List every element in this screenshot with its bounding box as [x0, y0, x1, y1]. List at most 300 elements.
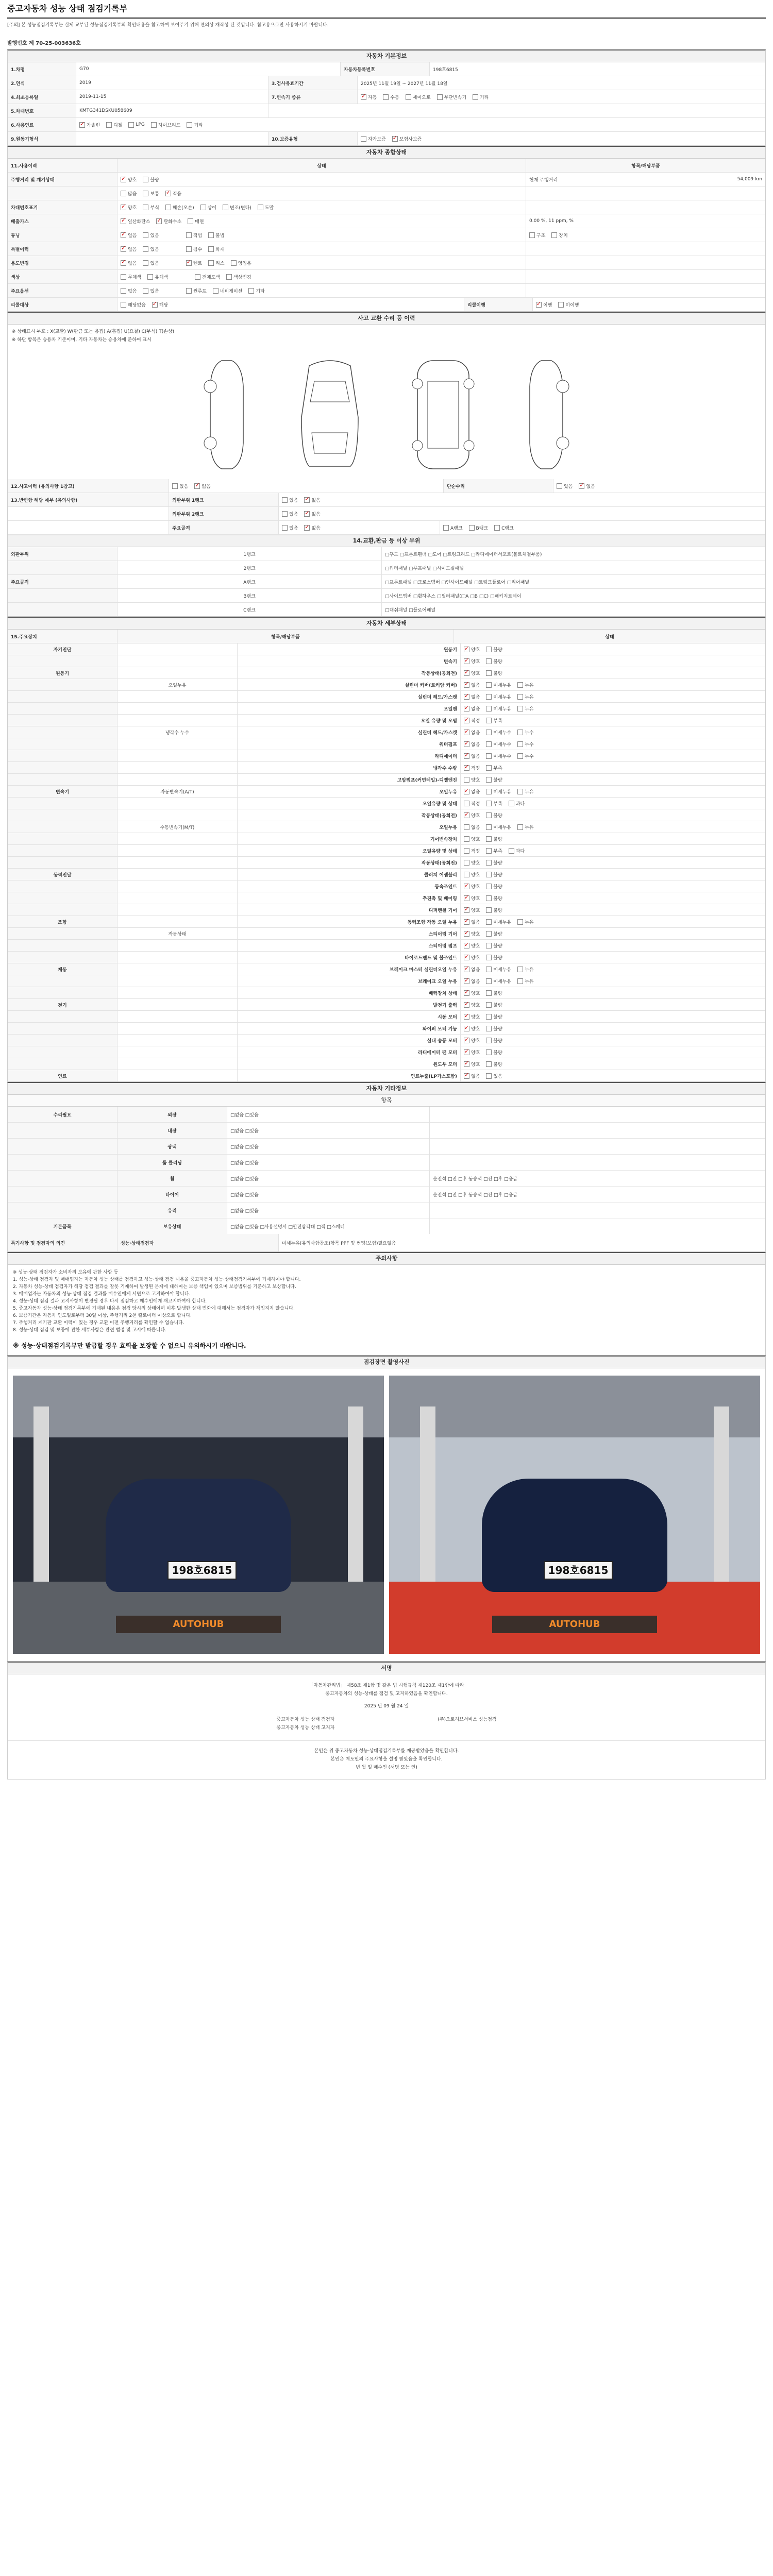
detail-option-label: 양호 [471, 1003, 480, 1008]
note-line: 4. 성능·상태 점검 결과 고지사항이 변경될 경우 다시 점검하고 매수인에게 재고지하여야 합니다. [13, 1299, 207, 1304]
checkbox-icon [143, 260, 148, 266]
other-options: □없음 □있음 [227, 1187, 430, 1202]
detail-option-label: 없음 [471, 979, 480, 985]
general-sub-option-label: 전체도색 [202, 275, 220, 280]
detail-row [8, 762, 765, 774]
detail-row [8, 1035, 765, 1046]
detail-item: 오일누유 [238, 821, 461, 833]
checkbox-icon [200, 205, 206, 210]
detail-option-label: 미세누유 [493, 920, 512, 925]
sign-heading: 서명 [8, 1663, 765, 1674]
car-no-label: 자동차등록번호 [341, 62, 430, 76]
detail-option [464, 658, 480, 665]
detail-option [464, 729, 480, 736]
checkbox-icon [464, 836, 469, 842]
detail-option [517, 741, 533, 748]
checkbox-icon [464, 1038, 469, 1043]
detail-option [486, 871, 502, 878]
record-number: 발행번호 제 70-25-003636호 [7, 41, 81, 46]
opinion-text: 미세누유(유의사항참조)항목 PPF 및 썬팅(보험)필요없음 [282, 1241, 396, 1246]
checkbox-icon [151, 122, 157, 128]
frame-label: 13.반변항 해당 예부 (유의사항) [8, 493, 169, 506]
detail-item: 작동상태(공회전) [238, 857, 461, 868]
fuel-options [76, 118, 765, 131]
checkbox-icon [361, 136, 366, 142]
detail-option [486, 1013, 502, 1020]
outer1-options [279, 493, 765, 506]
detail-option [486, 954, 502, 961]
car-diagram [8, 350, 765, 479]
detail-row [8, 821, 765, 833]
damage-heading: 사고 교환 수리 등 이력 [8, 313, 765, 325]
checkbox-icon [486, 658, 492, 664]
other-options: □없음 □있음 [227, 1107, 430, 1122]
detail-row [8, 1046, 765, 1058]
detail-state [461, 1035, 765, 1046]
detail-option-label: 누유 [525, 967, 534, 973]
first-reg-value: 2019-11-15 [76, 90, 268, 104]
general-col-state: 상태 [117, 159, 526, 172]
general-sub-option-label: 색상변경 [233, 275, 251, 280]
other-options: □없음 □있음 [227, 1171, 430, 1186]
detail-row [8, 987, 765, 999]
detail-subgroup [117, 798, 238, 809]
general-sub-option [208, 260, 224, 266]
basic-info-heading: 자동차 기본정보 [8, 50, 765, 62]
detail-option-label: 양호 [471, 908, 480, 913]
checkbox-icon [486, 718, 492, 723]
detail-option [517, 693, 533, 700]
detail-item: 타이로드엔드 및 볼조인트 [238, 952, 461, 963]
checkbox-icon [464, 848, 469, 854]
detail-option [517, 753, 533, 759]
general-sub-option [231, 260, 251, 266]
detail-option [486, 800, 502, 807]
inspector-label: 중고자동차 성능·상태 점검자 [276, 1717, 335, 1722]
detail-row [8, 691, 765, 703]
detail-row [8, 738, 765, 750]
detail-option-label: 부족 [493, 718, 502, 724]
detail-heading: 자동차 세부상태 [8, 618, 765, 630]
detail-option-label: 미세누유 [493, 683, 512, 688]
accident-options-option-label: 있음 [179, 484, 189, 489]
checkbox-icon [213, 288, 219, 294]
checkbox-icon [486, 1038, 492, 1043]
other-item: 타이어 [117, 1187, 227, 1202]
checkbox-icon [464, 824, 469, 830]
general-option-label: 불량 [150, 177, 159, 183]
detail-state [461, 904, 765, 916]
detail-option [509, 848, 525, 854]
detail-option-label: 적정 [471, 849, 480, 854]
general-option-label: 있음 [150, 261, 159, 266]
general-row-note: 0.00 %, 11 ppm, % [529, 218, 574, 224]
general-option-label: 있음 [150, 247, 159, 252]
general-row-label: 특별이력 [8, 242, 117, 256]
detail-option [464, 1073, 480, 1079]
detail-subgroup [117, 1058, 238, 1070]
detail-subgroup [117, 952, 238, 963]
checkbox-icon [304, 525, 310, 531]
other-extra [430, 1155, 765, 1170]
warranty-options-option-label: 자가보증 [368, 137, 386, 142]
detail-option [464, 942, 480, 949]
general-sub2-option [536, 301, 552, 308]
detail-option [486, 942, 502, 949]
detail-option-label: 없음 [471, 694, 480, 700]
main-frame-rank-options-option [443, 524, 463, 531]
detail-state [461, 667, 765, 679]
checkbox-icon [464, 931, 469, 937]
other-row [8, 1187, 765, 1202]
detail-option [464, 1002, 480, 1008]
fuel-options-option-label: 하이브리드 [158, 123, 181, 128]
general-option-label: 없음 [128, 261, 137, 266]
detail-group: 연료 [8, 1070, 117, 1081]
checkbox-icon [165, 191, 171, 196]
outer2-options-option [304, 511, 320, 517]
detail-row [8, 667, 765, 679]
general-option [121, 218, 150, 225]
detail-option [464, 836, 480, 842]
main-frame-rank-options-option-label: A랭크 [450, 526, 463, 531]
checkbox-icon [156, 218, 162, 224]
checkbox-icon [464, 730, 469, 735]
checkbox-icon [469, 525, 475, 531]
other-item: 외장 [117, 1107, 227, 1122]
checkbox-icon [392, 136, 398, 142]
checkbox-icon [486, 848, 492, 854]
detail-group [8, 691, 117, 702]
detail-option-label: 없음 [471, 825, 480, 831]
detail-option [464, 670, 480, 676]
detail-option-label: 불량 [493, 991, 502, 996]
checkbox-icon [486, 1014, 492, 1020]
detail-option-label: 없음 [471, 754, 480, 759]
detail-subgroup [117, 655, 238, 667]
general-row [8, 256, 765, 270]
detail-option-label: 양호 [471, 872, 480, 878]
general-option [143, 232, 159, 239]
general-sub2-option [551, 232, 567, 239]
checkbox-icon [486, 907, 492, 913]
fuel-options-option [187, 122, 203, 128]
detail-group: 조향 [8, 916, 117, 927]
other-item: 보유상태 [117, 1218, 227, 1234]
detail-option [517, 705, 533, 712]
detail-item: 발전기 출력 [238, 999, 461, 1010]
other-extra: 운전석 □전 □후 동승석 □전 □후 □응급 [433, 1192, 518, 1198]
general-row-label: 리콜대상 [8, 298, 117, 311]
checkbox-icon [195, 274, 200, 280]
checkbox-icon [464, 895, 469, 901]
checkbox-icon [529, 232, 535, 238]
detail-item: 연료누출(LP가스포함) [238, 1070, 461, 1081]
detail-row [8, 715, 765, 726]
detail-subgroup [117, 916, 238, 927]
checkbox-icon [143, 288, 148, 294]
detail-subgroup [117, 1035, 238, 1046]
inspection-photo-front [13, 1376, 384, 1654]
checkbox-icon [486, 978, 492, 984]
checkbox-icon [304, 497, 310, 503]
general-option-label: 양호 [128, 205, 137, 211]
general-option [121, 301, 146, 308]
detail-subgroup [117, 703, 238, 714]
car-no-value: 198호6815 [433, 67, 458, 73]
detail-option-label: 양호 [471, 647, 480, 653]
detail-group [8, 821, 117, 833]
detail-option-label: 양호 [471, 860, 480, 866]
detail-option-label: 불량 [493, 837, 502, 842]
general-sub-option-label: 썬루프 [193, 289, 207, 294]
checkbox-icon [121, 288, 126, 294]
general-row-label: 튜닝 [8, 228, 117, 242]
detail-option-label: 불량 [493, 1014, 502, 1020]
general-row [8, 270, 765, 284]
general-row-label: 차대번호표기 [8, 200, 117, 214]
accident-options-option [172, 483, 188, 489]
detail-row [8, 703, 765, 715]
checkbox-icon [464, 812, 469, 818]
checkbox-icon [517, 967, 523, 972]
other-options: □없음 □있음 [227, 1139, 430, 1154]
detail-item: 오일 유량 및 오염 [238, 715, 461, 726]
detail-option-label: 양호 [471, 991, 480, 996]
detail-option-label: 양호 [471, 1038, 480, 1044]
general-option-label: 있음 [150, 289, 159, 294]
general-option-label: 없음 [128, 289, 137, 294]
detail-subgroup [117, 975, 238, 987]
detail-option-label: 양호 [471, 813, 480, 819]
general-row-state [117, 298, 464, 311]
detail-group [8, 904, 117, 916]
general-sub-option [226, 274, 251, 280]
detail-group [8, 715, 117, 726]
detail-option-label: 미세누유 [493, 694, 512, 700]
general-option [121, 260, 137, 266]
general-rows [8, 173, 765, 311]
parts-group: 외판부위 [8, 547, 117, 561]
detail-option-label: 누유 [525, 706, 534, 712]
sign-section [7, 1662, 766, 1780]
checkbox-icon [486, 919, 492, 925]
simple-repair-options-option-label: 있음 [564, 484, 573, 489]
general-row-state [117, 200, 526, 214]
checkbox-icon [223, 205, 228, 210]
car-name-label: 1.차명 [8, 62, 76, 76]
detail-option-label: 누수 [525, 754, 534, 759]
checkbox-icon [464, 801, 469, 806]
checkbox-icon [464, 682, 469, 688]
detail-state [461, 774, 765, 785]
detail-subgroup [117, 667, 238, 679]
checkbox-icon [486, 872, 492, 877]
detail-group: 자기진단 [8, 643, 117, 655]
general-option [143, 176, 159, 183]
detail-option [464, 848, 480, 854]
checkbox-icon [486, 824, 492, 830]
checkbox-icon [486, 765, 492, 771]
simple-repair-options [553, 479, 765, 493]
checkbox-icon [486, 990, 492, 996]
checkbox-icon [486, 1061, 492, 1067]
detail-item: 브레이크 오일 누유 [238, 975, 461, 987]
general-sub2-option-label: 구조 [536, 233, 546, 239]
detail-row [8, 845, 765, 857]
detail-group [8, 798, 117, 809]
detail-option [486, 883, 502, 890]
checkbox-icon [517, 978, 523, 984]
checkbox-icon [464, 955, 469, 960]
detail-item: 워터펌프 [238, 738, 461, 750]
checkbox-icon [282, 511, 288, 517]
mileage-value: 54,009 km [737, 177, 762, 182]
detail-group [8, 762, 117, 773]
fuel-label: 6.사용연료 [8, 118, 76, 131]
detail-subgroup [117, 1023, 238, 1034]
general-option [121, 287, 137, 294]
detail-group [8, 703, 117, 714]
detail-option-label: 양호 [471, 884, 480, 890]
other-info-section [7, 1082, 766, 1252]
note-line: 1. 성능·상태 점검자 및 매매업자는 자동차 성능·상태를 점검하고 성능·상태 점검 내용을 중고자동차 성능·상태점검기록부에 기재하여야 합니다. [13, 1277, 301, 1282]
transmission-options-option-label: 기타 [480, 95, 489, 100]
detail-option [486, 788, 511, 795]
detail-option [464, 1061, 480, 1067]
detail-option-label: 누유 [525, 979, 534, 985]
detail-option-label: 불량 [493, 647, 502, 653]
general-row [8, 187, 765, 200]
general-option-label: 있음 [150, 233, 159, 239]
detail-option [464, 765, 480, 771]
detail-subgroup [117, 762, 238, 773]
detail-option-label: 양호 [471, 931, 480, 937]
basic-info-section [7, 49, 766, 146]
parts-items: □사이드멤버 □휠하우스 □필러패널(□A □B □C) □패키지트레이 [385, 594, 522, 599]
checkbox-icon [464, 1002, 469, 1008]
detail-option [464, 1037, 480, 1044]
checkbox-icon [258, 205, 263, 210]
engine-label: 9.원동기형식 [8, 132, 76, 145]
detail-row [8, 1058, 765, 1070]
detail-option-label: 불량 [493, 777, 502, 783]
detail-option [464, 682, 480, 688]
transmission-label: 7.변속기 종류 [268, 90, 358, 104]
general-option [258, 204, 274, 211]
checkbox-icon [208, 246, 214, 252]
general-option [143, 204, 159, 211]
checkbox-icon [464, 1061, 469, 1067]
car-side-left-icon [201, 355, 253, 474]
parts-group [8, 561, 117, 574]
checkbox-icon [121, 232, 126, 238]
detail-option-label: 누유 [525, 789, 534, 795]
car-front-icon [294, 355, 366, 474]
fuel-options-option [151, 122, 180, 128]
checkbox-icon [186, 232, 192, 238]
detail-state [461, 786, 765, 797]
other-extra [430, 1123, 765, 1138]
detail-state [461, 975, 765, 987]
detail-option [464, 753, 480, 759]
general-row-state [117, 173, 526, 186]
checkbox-icon [121, 205, 126, 210]
detail-state [461, 762, 765, 773]
detail-subgroup [117, 1070, 238, 1081]
transmission-options-option-label: 자동 [368, 95, 377, 100]
detail-option [517, 966, 533, 973]
detail-state [461, 1046, 765, 1058]
detail-subgroup [117, 904, 238, 916]
checkbox-icon [443, 525, 449, 531]
checkbox-icon [473, 94, 478, 100]
car-side-right-icon [520, 355, 572, 474]
main-frame-label: 주요골격 [169, 521, 279, 534]
detail-group [8, 774, 117, 785]
outer1-options-option-label: 없음 [311, 498, 321, 503]
detail-group [8, 928, 117, 939]
checkbox-icon [486, 789, 492, 794]
general-option [188, 218, 204, 225]
checkbox-icon [143, 246, 148, 252]
transmission-options-option [406, 94, 431, 100]
detail-option [486, 990, 502, 996]
detail-group [8, 952, 117, 963]
other-row [8, 1202, 765, 1218]
detail-row [8, 774, 765, 786]
general-option-label: 변조(변타) [229, 205, 251, 211]
general-option [143, 246, 159, 252]
other-options: □없음 □있음 □사용설명서 □안전삼각대 □잭 □스패너 [227, 1218, 430, 1234]
detail-row [8, 809, 765, 821]
general-row-state [117, 214, 526, 228]
main-frame-rank-options-option [469, 524, 489, 531]
opinion-label: 특기사항 및 점검자의 의견 [8, 1234, 117, 1251]
detail-option-label: 불량 [493, 1003, 502, 1008]
detail-subgroup [117, 963, 238, 975]
detail-option-label: 불량 [493, 943, 502, 949]
detail-option [486, 1061, 502, 1067]
transmission-options-option [361, 94, 377, 100]
detail-subgroup [117, 892, 238, 904]
year-value: 2019 [76, 76, 268, 90]
photos-section [7, 1355, 766, 1662]
checkbox-icon [406, 94, 411, 100]
detail-group [8, 1023, 117, 1034]
detail-option-label: 과다 [515, 849, 525, 854]
checkbox-icon [486, 741, 492, 747]
detail-row [8, 1011, 765, 1023]
detail-option [486, 812, 502, 819]
detail-option [486, 895, 502, 902]
detail-section [7, 617, 766, 1082]
detail-state [461, 738, 765, 750]
detail-option-label: 양호 [471, 671, 480, 676]
general-row-state [117, 256, 526, 269]
checkbox-icon [486, 753, 492, 759]
checkbox-icon [121, 302, 126, 308]
simple-repair-options-option-label: 없음 [586, 484, 595, 489]
detail-option [464, 741, 480, 748]
checkbox-icon [464, 978, 469, 984]
transmission-options-option-label: 수동 [390, 95, 399, 100]
checkbox-icon [248, 288, 254, 294]
checkbox-icon [464, 753, 469, 759]
other-group: 기본품목 [8, 1218, 117, 1234]
detail-option [464, 824, 480, 831]
checkbox-icon [361, 94, 366, 100]
